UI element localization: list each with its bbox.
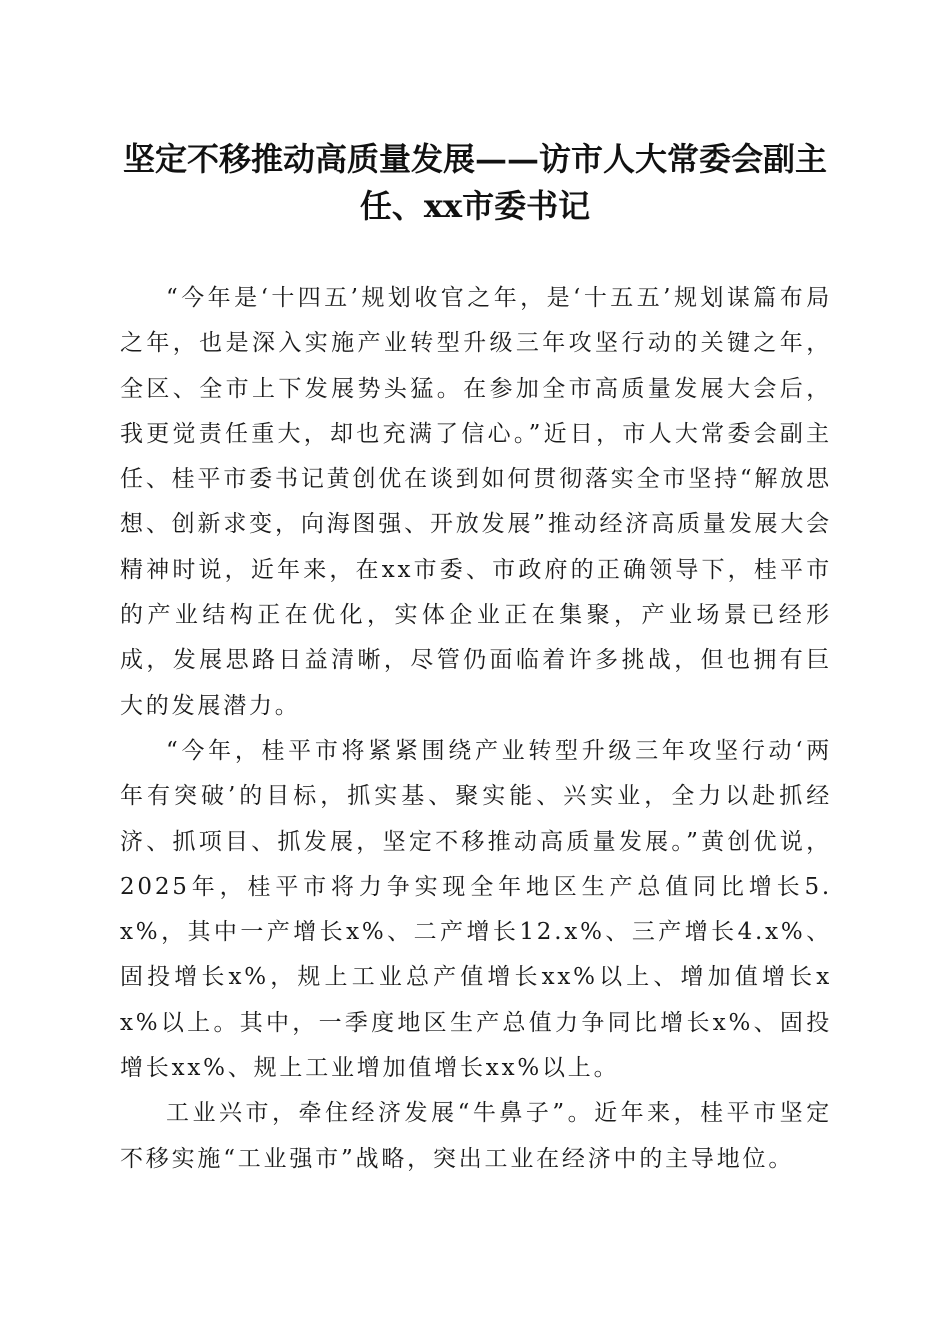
paragraph-1: “今年是‘十四五’规划收官之年，是‘十五五’规划谋篇布局之年，也是深入实施产业转型升级三年攻坚行动的关键之年，全区、全市上下发展势头猛。在参加全市高质量发展大会后，我更觉责任重大，却也充满了信心。”近日，市人大常委会副主任、桂平市委书记黄创优在谈到如何贯彻落实全市坚持“解放思想、创新求变，向海图强、开放发展”推动经济高质量发展大会精神时说，近年来，在xx市委、市政府的正确领导下，桂平市的产业结构正在优化，实体企业正在集聚，产业场景已经形成，发展思路日益清晰，尽管仍面临着许多挑战，但也拥有巨大的发展潜力。 [120, 285, 832, 719]
paragraph-2: “今年，桂平市将紧紧围绕产业转型升级三年攻坚行动‘两年有突破’的目标，抓实基、聚实能、兴实业，全力以赴抓经济、抓项目、抓发展，坚定不移推动高质量发展。”黄创优说，2025年，桂平市将力争实现全年地区生产总值同比增长5.x%，其中一产增长x%、二产增长12.x%、三产增长4.x%、固投增长x%，规上工业总产值增长xx%以上、增加值增长xx%以上。其中，一季度地区生产总值力争同比增长x%、固投增长xx%、规上工业增加值增长xx%以上。 [120, 737, 832, 1082]
paragraph-3: 工业兴市，牵住经济发展“牛鼻子”。近年来，桂平市坚定不移实施“工业强市”战略，突出工业在经济中的主导地位。 [120, 1100, 832, 1172]
document-title: 坚定不移推动高质量发展——访市人大常委会副主任、xx市委书记 [122, 140, 827, 225]
document-body [120, 276, 832, 1182]
